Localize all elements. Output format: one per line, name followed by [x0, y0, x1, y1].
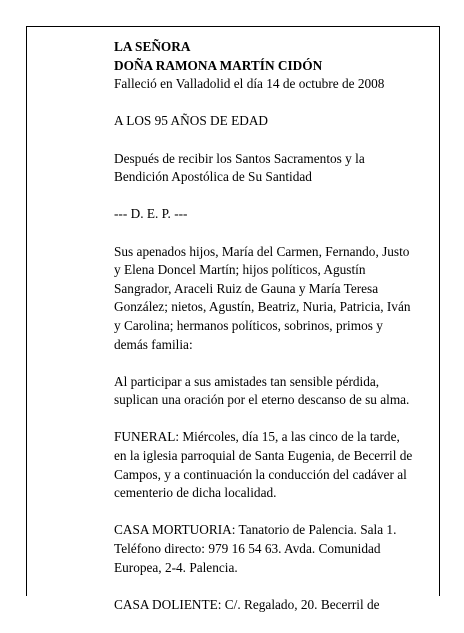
home-paragraph [114, 596, 414, 615]
request-line-1: Al participar a sus amistades tan sensible pérdida, [114, 373, 380, 389]
title-line-2: DOÑA RAMONA MARTÍN CIDÓN [114, 57, 323, 73]
family-paragraph [114, 243, 414, 355]
family-line-2: y Elena Doncel Martín; hijos políticos, Agustín [114, 262, 366, 278]
family-line-5: y Carolina; hermanos políticos, sobrinos, primos y [114, 317, 383, 333]
rip-line: --- D. E. P. --- [114, 206, 188, 222]
mortuary-line-1: CASA MORTUORIA: Tanatorio de Palencia. Sala 1. [114, 522, 397, 538]
family-line-1: Sus apenados hijos, María del Carmen, Fernando, Justo [114, 243, 410, 259]
rip-paragraph [114, 205, 414, 224]
age-paragraph [114, 112, 414, 131]
age-line: A LOS 95 AÑOS DE EDAD [114, 113, 269, 129]
funeral-line-3: Campos, y a continuación la conducción del cadáver al [114, 466, 407, 482]
sacraments-line-1: Después de recibir los Santos Sacramentos y la [114, 150, 365, 166]
request-line-2: suplican una oración por el eterno descanso de su alma. [114, 392, 410, 408]
sacraments-line-2: Bendición Apostólica de Su Santidad [114, 169, 312, 185]
obituary-notice [114, 38, 414, 633]
mortuary-paragraph [114, 521, 414, 577]
funeral-paragraph [114, 428, 414, 502]
notice-header [114, 38, 414, 94]
home-line-1: CASA DOLIENTE: C/. Regalado, 20. Becerril de [114, 596, 380, 612]
family-line-3: Sangrador, Araceli Ruiz de Gauna y María Teresa [114, 280, 379, 296]
family-line-6: demás familia: [114, 336, 193, 352]
mortuary-line-2: Teléfono directo: 979 16 54 63. Avda. Comunidad [114, 541, 381, 557]
family-line-4: González; nietos, Agustín, Beatriz, Nuria, Patricia, Iván [114, 299, 411, 315]
funeral-line-1: FUNERAL: Miércoles, día 15, a las cinco de la tarde, [114, 429, 400, 445]
mortuary-line-3: Europea, 2-4. Palencia. [114, 559, 238, 575]
funeral-line-2: en la iglesia parroquial de Santa Eugenia, de Becerril de [114, 448, 413, 464]
funeral-line-4: cementerio de dicha localidad. [114, 485, 277, 501]
title-line-1: LA SEÑORA [114, 39, 191, 54]
death-line: Falleció en Valladolid el día 14 de octubre de 2008 [114, 76, 385, 92]
sacraments-paragraph [114, 150, 414, 187]
request-paragraph [114, 373, 414, 410]
